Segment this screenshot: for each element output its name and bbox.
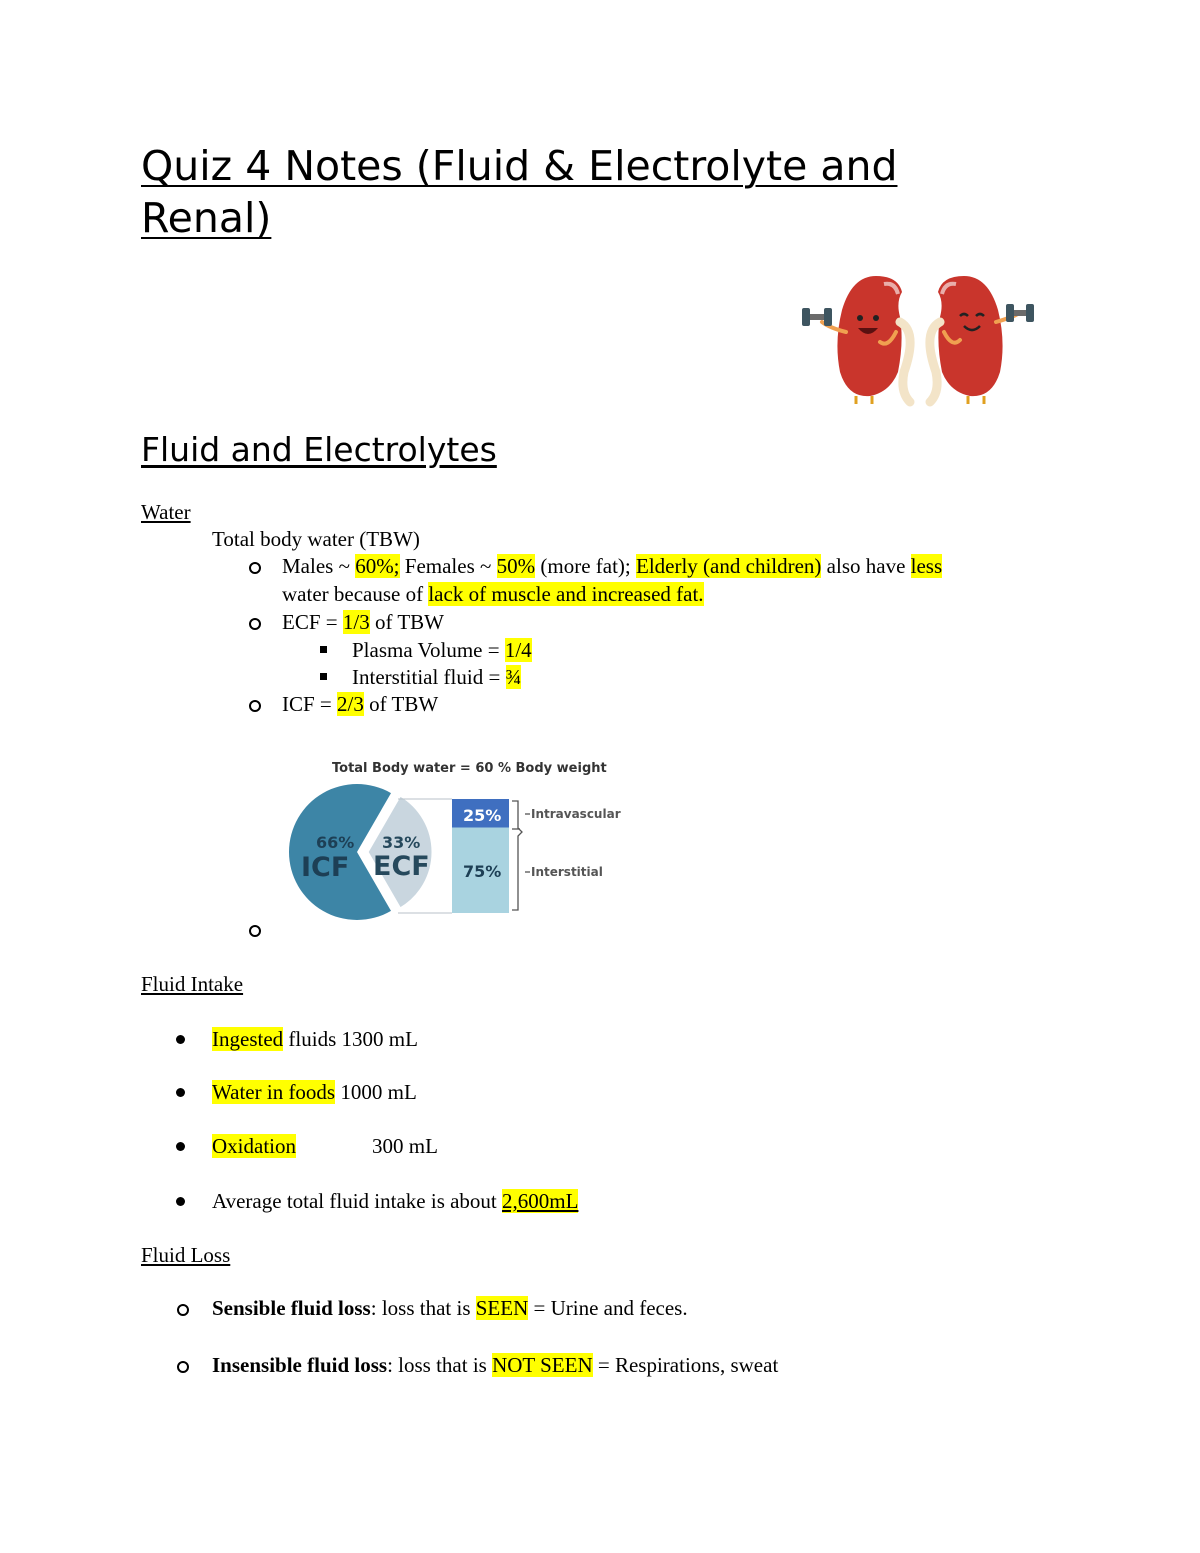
kidney-left-icon (802, 276, 910, 404)
square-bullet-icon (320, 673, 327, 680)
chart-interstitial-pct: 75% (463, 862, 502, 881)
icf-line: ICF = 2/3 of TBW (282, 692, 439, 716)
hollow-bullet-icon (249, 925, 261, 937)
chart-ecf-label: ECF (373, 851, 430, 882)
intake-ingested: Ingested fluids 1300 mL (212, 1027, 418, 1051)
interstitial-fluid-line: Interstitial fluid = ¾ (352, 665, 522, 689)
loss-insensible: Insensible fluid loss: loss that is NOT SEEN = Respirations, sweat (212, 1353, 779, 1377)
intake-water-in-foods: Water in foods 1000 mL (212, 1080, 417, 1104)
chart-title: Total Body water = 60 % Body weight (332, 761, 607, 776)
page-title (141, 140, 897, 244)
page-title-line-1: Quiz 4 Notes (Fluid & Electrolyte and (141, 142, 898, 190)
chart-label-intravascular: Intravascular (531, 807, 621, 821)
plasma-volume-line: Plasma Volume = 1/4 (352, 638, 532, 662)
section-heading-fluid-electrolytes: Fluid and Electrolytes (141, 430, 497, 469)
hollow-bullet-icon (249, 618, 261, 630)
hollow-bullet-icon (249, 700, 261, 712)
intake-average-total: Average total fluid intake is about 2,600mL (212, 1189, 579, 1213)
bullet-dot-icon (176, 1088, 185, 1097)
tbw-label: Total body water (TBW) (212, 527, 420, 551)
chart-icf-pct: 66% (316, 833, 355, 852)
square-bullet-icon (320, 646, 327, 653)
chart-icf-label: ICF (301, 852, 350, 883)
kidney-mascots-with-dumbbells-icon (800, 262, 1040, 412)
loss-sensible: Sensible fluid loss: loss that is SEEN = Urine and feces. (212, 1296, 688, 1320)
males-females-line: Males ~ 60%; Females ~ 50% (more fat); Elderly (and children) also have less (282, 554, 943, 578)
fluid-loss-heading: Fluid Loss (141, 1243, 231, 1267)
hollow-bullet-icon (249, 562, 261, 574)
hollow-bullet-icon (177, 1361, 189, 1373)
fluid-intake-heading: Fluid Intake (141, 972, 244, 996)
chart-intravascular-pct: 25% (463, 806, 502, 825)
kidney-right-icon (930, 276, 1034, 404)
page-title-line-2: Renal) (141, 194, 272, 242)
chart-label-interstitial: Interstitial (531, 865, 603, 879)
hollow-bullet-icon (177, 1304, 189, 1316)
bullet-dot-icon (176, 1197, 185, 1206)
bullet-dot-icon (176, 1142, 185, 1151)
intake-oxidation: Oxidation (212, 1134, 296, 1158)
intake-oxidation-amount: 300 mL (372, 1134, 438, 1158)
chart-ecf-pct: 33% (382, 833, 421, 852)
water-heading: Water (141, 500, 191, 524)
ecf-line: ECF = 1/3 of TBW (282, 610, 444, 634)
males-females-line-2: water because of lack of muscle and increased fat. (282, 582, 704, 606)
tbw-distribution-chart (280, 755, 630, 920)
chart-bracket-icon (512, 801, 522, 910)
bullet-dot-icon (176, 1035, 185, 1044)
